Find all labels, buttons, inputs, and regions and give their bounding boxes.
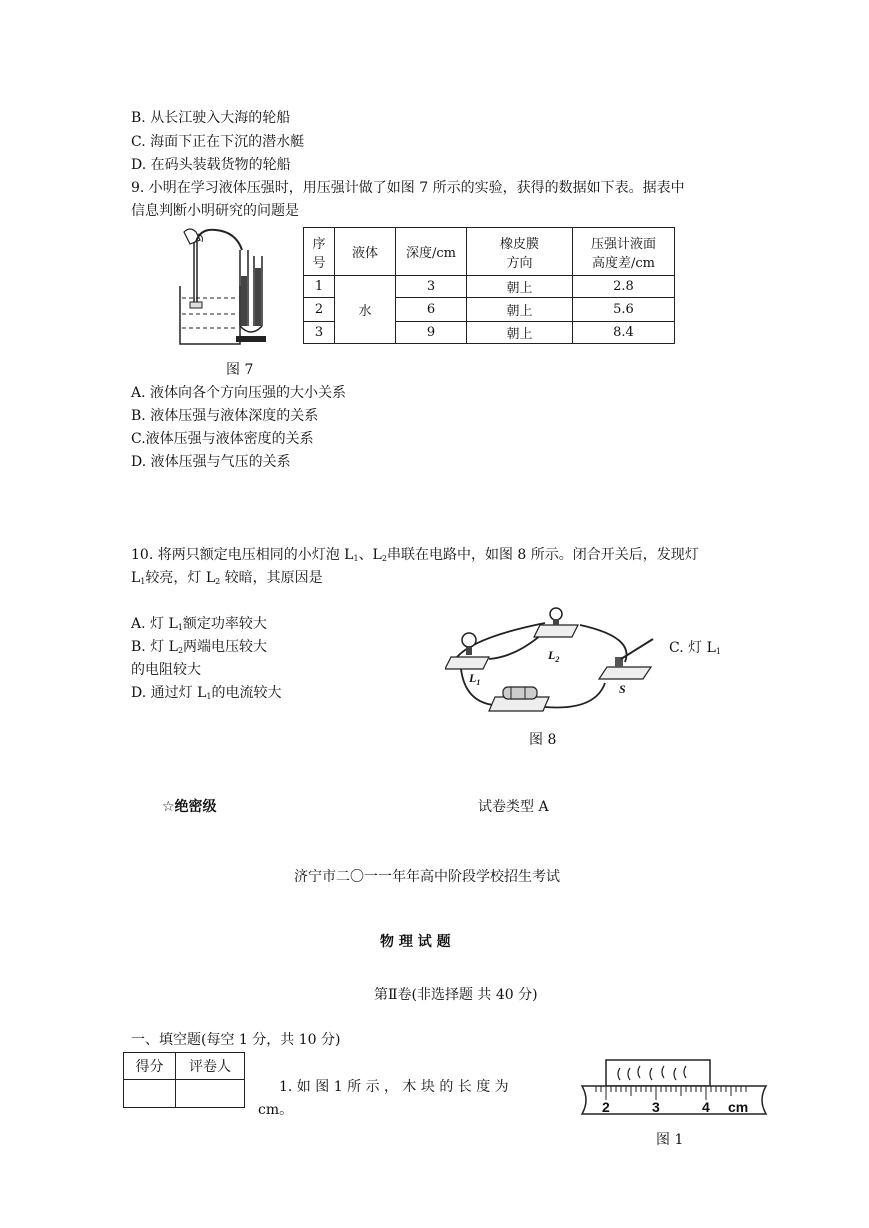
figure-7-caption: 图 7 [226,362,254,378]
label-s: S [619,682,626,696]
figure-1-ruler [576,1056,770,1128]
figure-1-caption: 图 1 [656,1132,684,1148]
section-title: 一、填空题(每空 1 分，共 10 分) [131,1032,341,1048]
label-l1: $L_1$ [469,671,481,687]
cell-height-diff: 2.8 [573,276,675,298]
table-row [304,276,675,298]
cell-no: 1 [304,276,335,298]
q9-option-c: C.液体压强与液体密度的关系 [131,431,314,447]
ruler-label-2: 2 [602,1099,610,1115]
ruler-label-4: 4 [702,1099,710,1115]
label-l2: $L_2$ [548,648,560,664]
q9-data-table [303,227,675,344]
cell-liquid: 水 [335,276,396,344]
ruler-label-3: 3 [652,1099,660,1115]
battery-icon [503,687,537,699]
q9-stem-line2: 信息判断小明研究的问题是 [131,203,299,219]
cell-height-diff: 5.6 [573,298,675,322]
option-d-prev: D. 在码头装载货物的轮船 [131,157,291,173]
score-cell-points[interactable] [124,1080,176,1108]
option-b-prev: B. 从长江驶入大海的轮船 [131,110,291,126]
figure-8-circuit [445,607,659,715]
figure-8-caption: 图 8 [529,732,557,748]
cell-direction: 朝上 [467,276,573,298]
bulb-l1-icon [462,633,476,647]
paper-type: 试卷类型 A [478,799,549,815]
cell-direction: 朝上 [467,298,573,322]
exam-title: 济宁市二〇一一年年高中阶段学校招生考试 [294,869,560,885]
q10-stem-line1: 10. 将两只额定电压相同的小灯泡 $L_1$、$L_2$串联在电路中，如图 8 所示。闭合开关后，发现灯 [131,547,699,563]
figure-7-pressure-gauge [176,226,272,348]
part-title: 第Ⅱ卷(非选择题 共 40 分) [374,987,538,1003]
q1-line1: 1. 如 图 1 所 示 ， 木 块 的 长 度 为 [279,1079,509,1095]
q10-option-b: B. 灯 $L_2$两端电压较大 [131,639,268,655]
score-cell-grader[interactable] [176,1080,245,1108]
ruler-unit: cm [728,1099,749,1115]
table-header-direction: 橡皮膜 方向 [467,228,573,276]
cell-depth: 3 [396,276,467,298]
q10-option-d: D. 通过灯 $L_1$的电流较大 [131,685,282,701]
bulb-l2-icon [550,608,562,620]
q10-option-c-continued: 的电阻较大 [131,662,201,678]
score-table [123,1052,245,1108]
score-header-points: 得分 [124,1053,176,1080]
score-header-grader: 评卷人 [176,1053,245,1080]
cell-no: 3 [304,322,335,344]
q1-line2: cm。 [258,1102,294,1118]
table-header-liquid: 液体 [335,228,396,276]
cell-height-diff: 8.4 [573,322,675,344]
q9-option-b: B. 液体压强与液体深度的关系 [131,408,319,424]
secret-level: ☆绝密级 [162,799,217,815]
subject-title: 物 理 试 题 [380,934,451,950]
q10-option-a: A. 灯 $L_1$额定功率较大 [131,616,267,632]
cell-depth: 6 [396,298,467,322]
wood-block [606,1060,710,1086]
q9-option-d: D. 液体压强与气压的关系 [131,454,291,470]
cell-no: 2 [304,298,335,322]
q10-stem-line2: $L_1$较亮，灯 $L_2$ 较暗，其原因是 [131,570,323,586]
table-header-depth: 深度/cm [396,228,467,276]
cell-direction: 朝上 [467,322,573,344]
table-header-no: 序 号 [304,228,335,276]
q9-stem-line1: 9. 小明在学习液体压强时，用压强计做了如图 7 所示的实验，获得的数据如下表。据表中 [131,180,685,196]
table-header-height-diff: 压强计液面 高度差/cm [573,228,675,276]
q9-option-a: A. 液体向各个方向压强的大小关系 [131,385,347,401]
cell-depth: 9 [396,322,467,344]
q10-option-c: C. 灯 $L_1$ [669,640,721,656]
option-c-prev: C. 海面下正在下沉的潜水艇 [131,134,305,150]
